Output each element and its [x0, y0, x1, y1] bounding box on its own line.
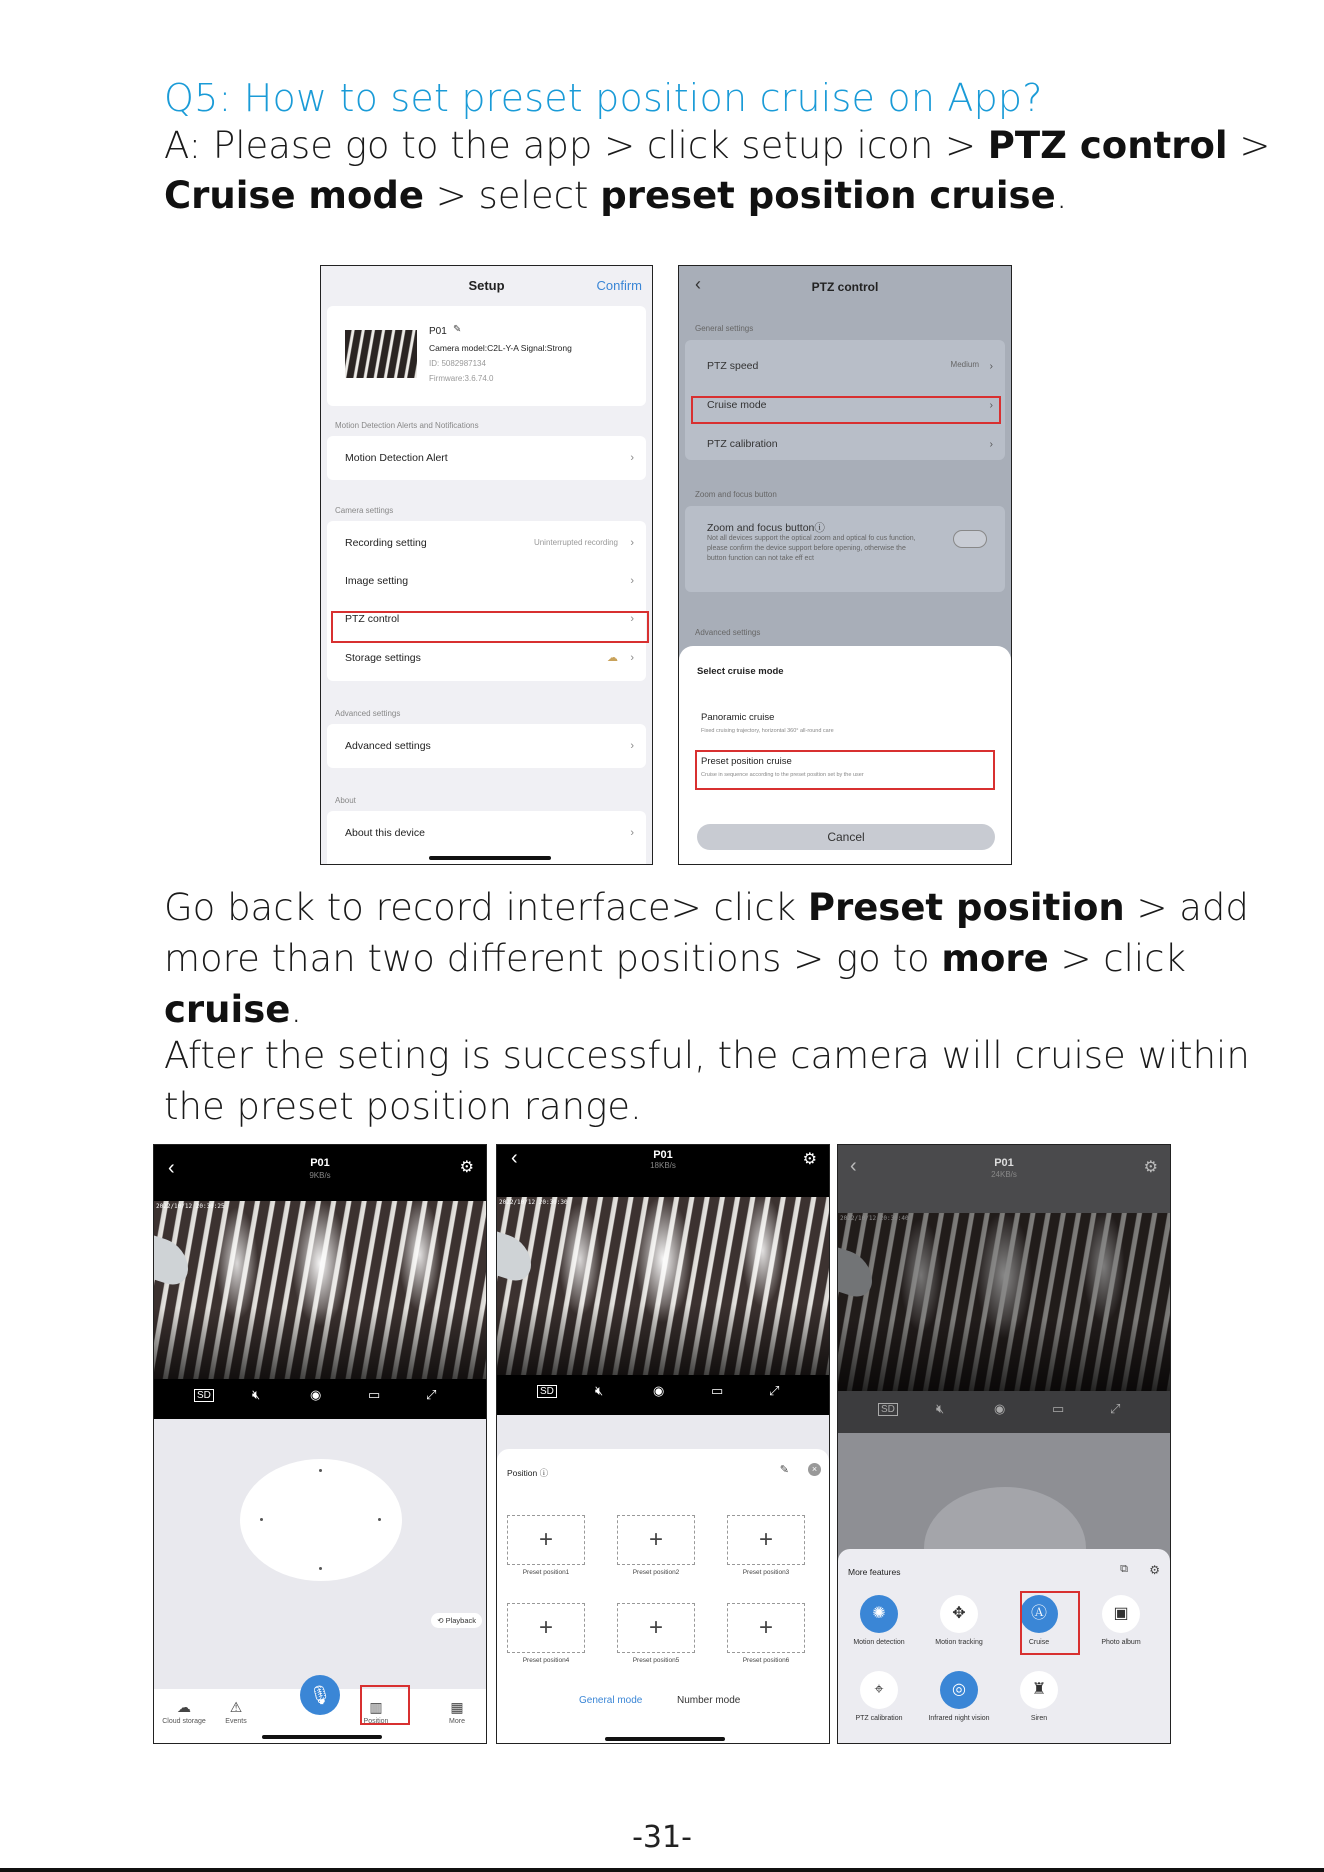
tab-label: Cloud storage	[162, 1718, 206, 1725]
preset-position-slot[interactable]: +	[727, 1603, 805, 1653]
row-label: PTZ calibration	[707, 438, 778, 450]
zoom-card	[685, 506, 1005, 592]
camera-header	[497, 1145, 829, 1197]
chevron-right-icon: ›	[989, 438, 993, 450]
eye-icon: ◎	[940, 1671, 978, 1709]
ptz-joystick[interactable]	[240, 1459, 402, 1581]
motion-alert-row[interactable]	[345, 440, 634, 476]
cancel-button[interactable]: Cancel	[697, 824, 995, 850]
chevron-right-icon: ›	[630, 827, 634, 839]
mute-icon[interactable]: 🔇︎	[595, 1383, 604, 1398]
camera-screenshot-1	[153, 1144, 487, 1744]
row-label: Image setting	[345, 575, 409, 587]
tab-more[interactable]	[427, 1699, 487, 1725]
advanced-row[interactable]	[345, 728, 634, 764]
preset-position-label: Preset position3	[742, 1569, 790, 1576]
crosshair-icon: ⌖	[860, 1671, 898, 1709]
chevron-right-icon: ›	[989, 399, 993, 411]
joystick-dot-down	[319, 1567, 322, 1570]
grid-icon: ▦	[450, 1699, 464, 1715]
bitrate: 9KB/s	[309, 1171, 331, 1180]
row-label: Motion Detection Alert	[345, 452, 448, 464]
feature-siren[interactable]	[1004, 1671, 1074, 1722]
position-title: Position ⓘ	[507, 1468, 549, 1478]
chevron-right-icon: ›	[630, 652, 634, 664]
cloud-icon: ☁	[607, 652, 618, 664]
gear-icon[interactable]: ⚙	[1143, 1159, 1158, 1176]
highlight-box	[360, 1685, 410, 1725]
answer-bold: PTZ control	[987, 124, 1228, 167]
highlight-box	[331, 611, 649, 643]
camera-screenshot-2	[496, 1144, 830, 1744]
tab-label: Position	[363, 1718, 389, 1725]
step2-text: more than two different positions > go to	[164, 937, 942, 980]
cloud-icon: ☁	[177, 1699, 191, 1715]
video-timestamp: 2022/10/12 20:30:25	[156, 1203, 225, 1210]
answer-line-1	[164, 120, 1270, 171]
preset-position-label: Preset position2	[632, 1569, 680, 1576]
joystick-dot-right	[378, 1518, 381, 1521]
feature-label: PTZ calibration	[855, 1715, 903, 1722]
control-bar	[838, 1391, 1170, 1433]
record-icon[interactable]: ▭	[711, 1383, 724, 1398]
record-icon[interactable]: ▭	[1052, 1401, 1065, 1416]
section-label: Camera settings	[335, 506, 394, 515]
feature-label: Cruise	[1028, 1639, 1050, 1646]
camera-icon[interactable]: ◉	[653, 1383, 665, 1398]
video-feed[interactable]	[838, 1213, 1170, 1391]
row-label: About this device	[345, 827, 425, 839]
step2-bold: cruise	[164, 988, 291, 1031]
feature-infrared[interactable]	[924, 1671, 994, 1722]
panoramic-option[interactable]	[701, 712, 834, 734]
mic-button[interactable]	[300, 1675, 340, 1715]
camera-title: P01	[994, 1157, 1014, 1169]
home-indicator	[429, 856, 551, 860]
highlight-box	[691, 396, 1001, 424]
move-icon: ✥	[940, 1595, 978, 1633]
step2-line-1	[164, 882, 1249, 933]
row-label: Zoom and focus buttonⓘ	[707, 522, 825, 534]
sd-icon[interactable]: SD	[878, 1403, 898, 1416]
chevron-right-icon: ›	[630, 575, 634, 587]
camera-icon[interactable]: ◉	[994, 1401, 1006, 1416]
option-label: Preset position cruise	[701, 756, 792, 767]
preset-position-slot[interactable]: +	[507, 1515, 585, 1565]
step2-bold: Preset position	[807, 886, 1125, 929]
answer-bold: Cruise mode	[164, 174, 424, 217]
home-indicator	[605, 1737, 725, 1741]
answer-text: >	[1227, 124, 1271, 167]
bitrate: 18KB/s	[650, 1161, 676, 1170]
feature-label: Siren	[1030, 1715, 1048, 1722]
feature-ptz-calibration[interactable]	[844, 1671, 914, 1722]
camera-card	[327, 521, 646, 681]
section-label: Motion Detection Alerts and Notifications	[335, 421, 479, 430]
answer-bold: preset position cruise	[600, 174, 1056, 217]
row-label: Cruise mode	[707, 399, 767, 411]
preset-position-slot[interactable]: +	[617, 1603, 695, 1653]
ptz-calibration-row[interactable]	[707, 438, 993, 450]
ceiling-lamp	[154, 1235, 188, 1290]
ptz-screenshot	[678, 265, 1012, 865]
siren-icon: ♜	[1020, 1671, 1058, 1709]
camera-model: Camera model:C2L-Y-A Signal:Strong	[429, 343, 572, 353]
back-icon[interactable]: ‹	[695, 274, 701, 294]
alarm-icon: ⚠	[229, 1699, 243, 1715]
tab-number-mode[interactable]: Number mode	[677, 1695, 741, 1706]
highlight-box	[695, 750, 995, 790]
map-icon: ▥	[369, 1699, 383, 1715]
tab-label: More	[449, 1718, 465, 1725]
edit-icon[interactable]: ✎	[453, 324, 462, 335]
video-feed[interactable]	[154, 1201, 486, 1379]
section-label: Advanced settings	[335, 709, 401, 718]
answer-text: > select	[423, 174, 601, 217]
feature-label: Motion detection	[853, 1639, 905, 1646]
tab-cloud-storage[interactable]	[154, 1699, 214, 1725]
sheet-title: Select cruise mode	[697, 666, 784, 677]
feature-label: Photo album	[1101, 1639, 1141, 1646]
page-number: -31-	[632, 1820, 692, 1855]
ptz-speed-row[interactable]	[707, 360, 993, 372]
zoom-toggle[interactable]	[953, 530, 987, 548]
close-icon[interactable]: ×	[808, 1463, 821, 1476]
control-bar	[497, 1375, 829, 1415]
option-label: Panoramic cruise	[701, 712, 775, 723]
step2-text: > add	[1124, 886, 1249, 929]
playback-button[interactable]: ⟲ Playback	[431, 1613, 482, 1628]
ptz-title: PTZ control	[811, 280, 879, 294]
mute-icon[interactable]: 🔇︎	[936, 1401, 945, 1416]
answer-text: .	[1055, 174, 1068, 217]
external-link-icon[interactable]: ⧉	[1120, 1563, 1128, 1575]
chevron-right-icon: ›	[989, 360, 993, 372]
ceiling-lamp	[497, 1231, 531, 1286]
position-panel	[497, 1415, 829, 1743]
step2-line-2	[164, 933, 1186, 984]
section-label: About	[335, 796, 356, 805]
answer-text: A: Please go to the app > click setup icon >	[164, 124, 988, 167]
row-label: PTZ speed	[707, 360, 759, 372]
feature-motion-tracking[interactable]	[924, 1595, 994, 1646]
device-card	[327, 306, 646, 406]
fullscreen-icon[interactable]: ⤢	[769, 1383, 780, 1398]
section-label: Advanced settings	[695, 628, 761, 637]
preset-position-label: Preset position4	[522, 1657, 570, 1664]
advanced-card	[327, 724, 646, 768]
record-icon[interactable]: ▭	[368, 1387, 381, 1402]
step2-line-4: After the seting is successful, the camera will cruise within	[164, 1034, 1250, 1077]
control-bar	[154, 1379, 486, 1419]
option-note: Cruise in sequence according to the preset position set by the user	[701, 772, 864, 778]
answer-line-2	[164, 170, 1067, 221]
edit-icon[interactable]: ✎	[779, 1464, 789, 1476]
gear-icon[interactable]: ⚙	[802, 1151, 817, 1168]
chevron-right-icon: ›	[630, 740, 634, 752]
section-label: General settings	[695, 324, 754, 333]
option-note: Fixed cruising trajectory, horizontal 360° all-round care	[701, 728, 834, 734]
step2-text: Go back to record interface> click	[164, 886, 808, 929]
feature-label: Infrared night vision	[928, 1715, 990, 1722]
gear-icon[interactable]: ⚙	[1149, 1563, 1160, 1577]
tab-events[interactable]	[206, 1699, 266, 1725]
mute-icon[interactable]: 🔇︎	[252, 1387, 261, 1402]
device-thumbnail	[345, 330, 417, 378]
row-label: Advanced settings	[345, 740, 431, 752]
step2-bold: more	[941, 937, 1049, 980]
video-feed[interactable]	[497, 1197, 829, 1375]
page-bottom-rule	[0, 1868, 1324, 1872]
joystick-dot-left	[260, 1518, 263, 1521]
preset-position-slot[interactable]: +	[507, 1603, 585, 1653]
camera-screenshot-3	[837, 1144, 1171, 1744]
sd-icon[interactable]: SD	[537, 1385, 557, 1398]
back-icon[interactable]: ‹	[850, 1155, 857, 1177]
highlight-box	[1020, 1591, 1080, 1655]
home-indicator	[262, 1735, 382, 1739]
camera-title: P01	[310, 1157, 330, 1169]
question-title: Q5: How to set preset position cruise on App?	[164, 76, 1043, 120]
step2-text: .	[290, 988, 303, 1031]
chevron-right-icon: ›	[630, 452, 634, 464]
tab-label: Events	[225, 1718, 247, 1725]
chevron-right-icon: ›	[630, 537, 634, 549]
firmware: Firmware:3.6.74.0	[429, 374, 494, 383]
feature-motion-detection[interactable]	[844, 1595, 914, 1646]
device-name: P01	[429, 326, 447, 337]
joystick-dot-up	[319, 1469, 322, 1472]
row-label: PTZ control	[345, 613, 400, 625]
row-value: Uninterrupted recording	[533, 538, 618, 547]
zoom-row	[707, 520, 993, 535]
row-value: Medium	[950, 360, 979, 369]
preset-position-slot[interactable]: +	[617, 1515, 695, 1565]
row-label: Recording setting	[345, 537, 427, 549]
step2-line-5: the preset position range.	[164, 1085, 642, 1128]
preset-position-label: Preset position5	[632, 1657, 680, 1664]
cruise-mode-sheet	[679, 646, 1011, 864]
row-label: Storage settings	[345, 652, 421, 664]
back-icon[interactable]: ‹	[168, 1157, 175, 1179]
position-sheet	[497, 1449, 829, 1743]
about-row[interactable]	[345, 815, 634, 851]
camera-header	[154, 1145, 486, 1201]
motion-card	[327, 436, 646, 480]
chevron-right-icon: ›	[630, 613, 634, 625]
device-id: ID: 5082987134	[429, 359, 486, 368]
setup-header	[321, 266, 652, 306]
video-shade	[497, 1304, 829, 1375]
playback-label: Playback	[445, 1616, 476, 1625]
fullscreen-icon[interactable]: ⤢	[1110, 1401, 1121, 1416]
gear-icon[interactable]: ⚙	[459, 1159, 474, 1176]
preset-position-label: Preset position1	[522, 1569, 570, 1576]
bitrate: 24KB/s	[991, 1170, 1017, 1179]
feature-label: Motion tracking	[935, 1639, 983, 1646]
cruise-icon: Ⓐ	[1020, 1595, 1058, 1633]
video-timestamp: 2022/10/12 20:30:40	[840, 1215, 909, 1222]
section-label: Zoom and focus button	[695, 490, 777, 499]
setup-title: Setup	[468, 278, 505, 293]
camera-icon[interactable]: ◉	[310, 1387, 322, 1402]
zoom-note: Not all devices support the optical zoom and optical fo cus function, please confirm the device support before opening, otherwise the button function can not take eff ect	[707, 535, 916, 562]
step2-line-3	[164, 984, 302, 1035]
camera-title: P01	[653, 1149, 673, 1161]
preset-position-slot[interactable]: +	[727, 1515, 805, 1565]
image-row[interactable]	[345, 563, 634, 599]
mic-icon: 🎙︎	[308, 1685, 332, 1705]
preset-position-label: Preset position6	[742, 1657, 790, 1664]
video-timestamp: 2022/10/12 20:30:30	[499, 1199, 568, 1206]
back-icon[interactable]: ‹	[511, 1147, 518, 1169]
siren-light-icon: ✺	[860, 1595, 898, 1633]
video-shade	[154, 1308, 486, 1379]
feature-photo-album[interactable]	[1086, 1595, 1156, 1646]
setup-screenshot	[320, 265, 653, 865]
video-shade	[838, 1320, 1170, 1391]
tab-general-mode[interactable]: General mode	[579, 1695, 643, 1706]
step2-text: > click	[1048, 937, 1186, 980]
camera-header	[838, 1145, 1170, 1213]
storage-row[interactable]	[345, 640, 634, 676]
photo-icon: ▣	[1102, 1595, 1140, 1633]
ceiling-lamp	[838, 1247, 872, 1302]
more-title: More features	[848, 1567, 901, 1577]
fullscreen-icon[interactable]: ⤢	[426, 1387, 437, 1402]
confirm-button[interactable]: Confirm	[596, 278, 642, 293]
sd-icon[interactable]: SD	[194, 1389, 214, 1402]
recording-row[interactable]	[345, 525, 634, 561]
